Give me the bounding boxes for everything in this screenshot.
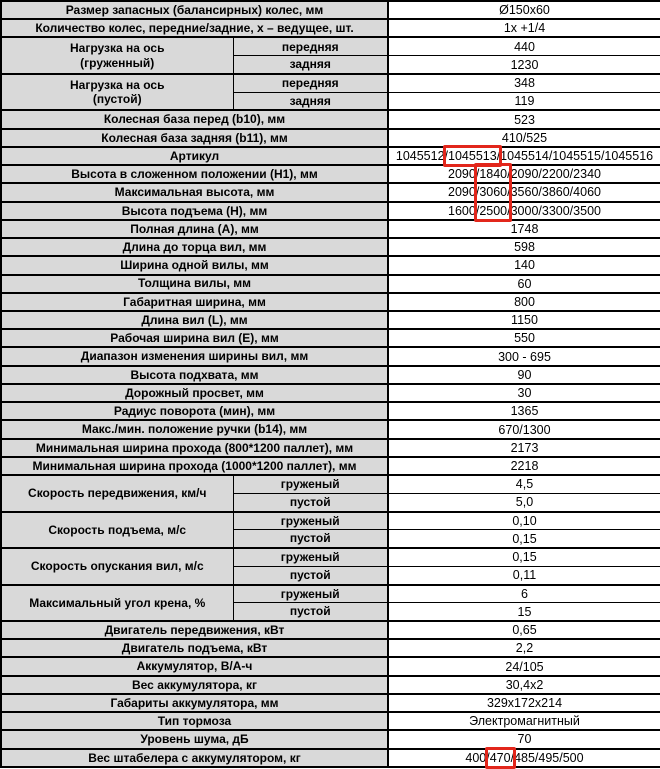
spec-value-cell: 60 [388, 275, 660, 293]
spec-label: Скорость подъема, м/с [48, 522, 187, 537]
value-text: 400/ [465, 750, 490, 765]
value-text: 1045512/ [395, 148, 449, 163]
spec-value-cell: 140 [388, 256, 660, 274]
spec-sublabel-cell: груженый [233, 585, 388, 603]
spec-value-cell: 30 [388, 384, 660, 402]
spec-sublabel-cell: пустой [233, 530, 388, 548]
spec-label-cell: Минимальная ширина прохода (1000*1200 паллет), мм [1, 457, 388, 475]
spec-sublabel-cell: груженый [233, 548, 388, 566]
spec-value-cell: 1230 [388, 56, 660, 74]
spec-value-cell: 90 [388, 366, 660, 384]
spec-label-cell: Количество колес, передние/задние, x – ведущее, шт. [1, 19, 388, 37]
spec-label-cell: Габариты аккумулятора, мм [1, 694, 388, 712]
spec-sublabel-cell: пустой [233, 566, 388, 584]
spec-value-cell: 550 [388, 329, 660, 347]
spec-sublabel-cell: задняя [233, 56, 388, 74]
spec-value-cell: 440 [388, 37, 660, 55]
spec-sublabel-cell: пустой [233, 493, 388, 511]
value-text: 2090/ [448, 185, 480, 200]
spec-label-cell: Дорожный просвет, мм [1, 384, 388, 402]
spec-label: Нагрузка на ось [70, 41, 165, 56]
spec-value-cell: Ø150x60 [388, 1, 660, 19]
spec-label-cell: Вес аккумулятора, кг [1, 676, 388, 694]
spec-value-cell: 15 [388, 603, 660, 621]
spec-value-cell: 410/525 [388, 129, 660, 147]
spec-label-line2: (груженный) [80, 55, 155, 70]
spec-value-cell: 119 [388, 92, 660, 110]
spec-label-cell: Тип тормоза [1, 712, 388, 730]
spec-label-cell [1, 475, 233, 511]
spec-label-cell: Аккумулятор, В/А-ч [1, 657, 388, 675]
value-text: 1600/ [448, 203, 480, 218]
spec-value-cell: 24/105 [388, 657, 660, 675]
spec-table-body [1, 1, 660, 767]
value-text: /485/495/500 [510, 750, 584, 765]
spec-label: Скорость передвижения, км/ч [28, 486, 207, 501]
spec-label-cell: Макс./мин. положение ручки (b14), мм [1, 420, 388, 438]
spec-value-cell [388, 165, 660, 183]
spec-label-cell: Толщина вилы, мм [1, 275, 388, 293]
spec-label-cell: Уровень шума, дБ [1, 730, 388, 748]
spec-label-cell: Артикул [1, 147, 388, 165]
spec-label-cell: Рабочая ширина вил (E), мм [1, 329, 388, 347]
spec-value-cell [388, 183, 660, 201]
spec-sublabel-cell: передняя [233, 74, 388, 92]
spec-label-cell [1, 512, 233, 548]
highlighted-value: 1840 [479, 167, 508, 182]
spec-sublabel-cell: пустой [233, 603, 388, 621]
spec-value-cell [388, 749, 660, 767]
spec-value-cell: 300 - 695 [388, 347, 660, 365]
spec-value-cell: 670/1300 [388, 420, 660, 438]
spec-label-cell: Габаритная ширина, мм [1, 293, 388, 311]
spec-value-cell: 0,10 [388, 512, 660, 530]
spec-value-cell: 6 [388, 585, 660, 603]
spec-value-cell: 1x +1/4 [388, 19, 660, 37]
value-text: /3000/3300/3500 [507, 203, 601, 218]
spec-value-cell: 523 [388, 110, 660, 128]
spec-label: Скорость опускания вил, м/с [30, 559, 204, 574]
spec-value-cell: Электромагнитный [388, 712, 660, 730]
value-text: /3560/3860/4060 [507, 185, 601, 200]
spec-value-cell [388, 147, 660, 165]
spec-label-cell: Высота в сложенном положении (H1), мм [1, 165, 388, 183]
value-text: 2090/ [448, 167, 480, 182]
spec-label-cell: Двигатель передвижения, кВт [1, 621, 388, 639]
spec-value-cell: 4,5 [388, 475, 660, 493]
spec-value-cell: 1748 [388, 220, 660, 238]
spec-value-cell: 5,0 [388, 493, 660, 511]
highlighted-value: 3060 [479, 185, 508, 200]
spec-label-cell: Колесная база задняя (b11), мм [1, 129, 388, 147]
spec-label-cell: Колесная база перед (b10), мм [1, 110, 388, 128]
spec-label-cell [1, 585, 233, 621]
highlighted-value: 1045513 [448, 148, 497, 163]
spec-label-cell [1, 37, 233, 73]
spec-value-cell: 0,15 [388, 530, 660, 548]
highlighted-value: 470 [489, 750, 511, 765]
spec-label-cell: Размер запасных (балансирных) колес, мм [1, 1, 388, 19]
spec-value-cell: 598 [388, 238, 660, 256]
spec-sublabel-cell: груженый [233, 512, 388, 530]
spec-value-cell: 2,2 [388, 639, 660, 657]
spec-label-cell [1, 74, 233, 110]
spec-value-cell: 800 [388, 293, 660, 311]
spec-value-cell: 0,15 [388, 548, 660, 566]
spec-label-cell: Вес штабелера с аккумулятором, кг [1, 749, 388, 767]
spec-value-cell: 1365 [388, 402, 660, 420]
spec-value-cell: 348 [388, 74, 660, 92]
spec-label-cell: Длина вил (L), мм [1, 311, 388, 329]
spec-label-cell: Высота подхвата, мм [1, 366, 388, 384]
spec-value-cell: 30,4x2 [388, 676, 660, 694]
spec-value-cell: 1150 [388, 311, 660, 329]
spec-label-cell: Ширина одной вилы, мм [1, 256, 388, 274]
spec-label-cell: Полная длина (A), мм [1, 220, 388, 238]
spec-label-cell: Диапазон изменения ширины вил, мм [1, 347, 388, 365]
spec-label: Нагрузка на ось [70, 77, 165, 92]
spec-value-cell [388, 202, 660, 220]
spec-value-cell: 0,65 [388, 621, 660, 639]
spec-label-cell: Минимальная ширина прохода (800*1200 паллет), мм [1, 439, 388, 457]
spec-label-cell [1, 548, 233, 584]
spec-sublabel-cell: груженый [233, 475, 388, 493]
spec-label-cell: Двигатель подъема, кВт [1, 639, 388, 657]
spec-value-cell: 329x172x214 [388, 694, 660, 712]
spec-value-cell: 0,11 [388, 566, 660, 584]
spec-label-line2: (пустой) [92, 92, 142, 107]
value-text: /1045514/1045515/1045516 [496, 148, 654, 163]
spec-label-cell: Длина до торца вил, мм [1, 238, 388, 256]
spec-label: Максимальный угол крена, % [29, 595, 206, 610]
highlighted-value: 2500 [479, 203, 508, 218]
spec-label-cell: Радиус поворота (мин), мм [1, 402, 388, 420]
spec-label-cell: Высота подъема (H), мм [1, 202, 388, 220]
spec-sublabel-cell: передняя [233, 37, 388, 55]
spec-value-cell: 2218 [388, 457, 660, 475]
spec-value-cell: 70 [388, 730, 660, 748]
spec-label-cell: Максимальная высота, мм [1, 183, 388, 201]
spec-sublabel-cell: задняя [233, 92, 388, 110]
value-text: /2090/2200/2340 [507, 167, 601, 182]
spec-value-cell: 2173 [388, 439, 660, 457]
